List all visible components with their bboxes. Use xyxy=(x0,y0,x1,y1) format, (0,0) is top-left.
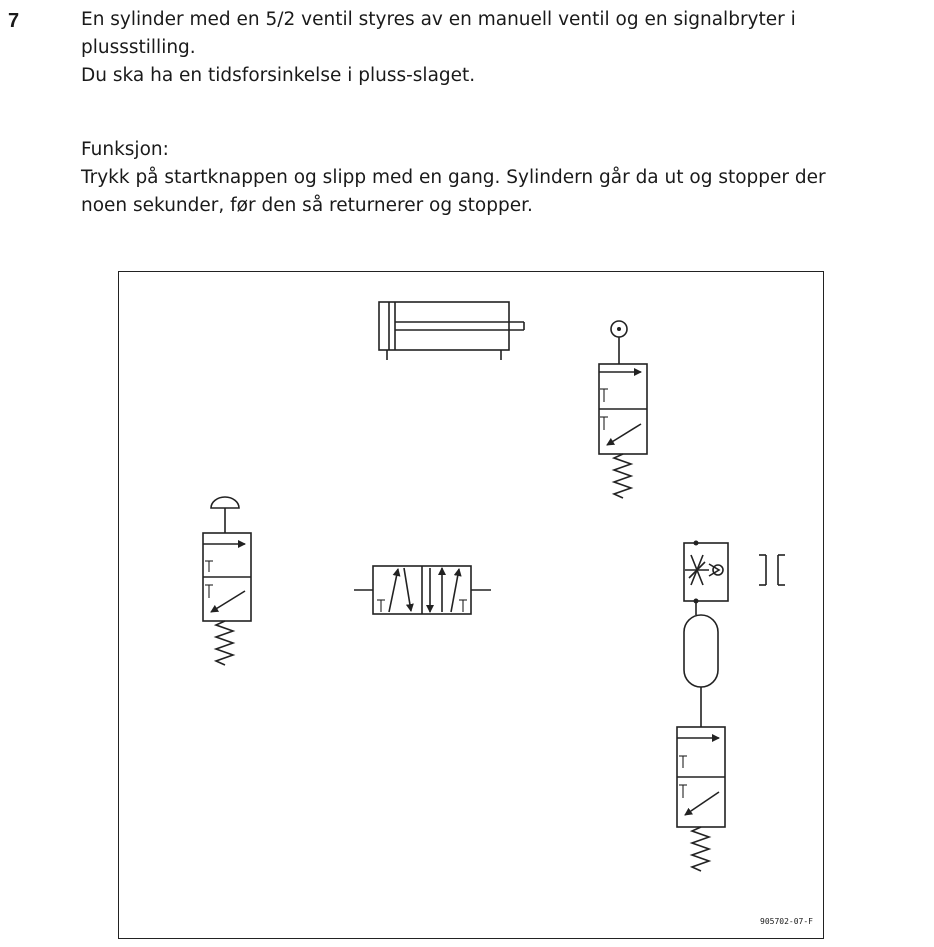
function-line: noen sekunder, før den så returnerer og stopper. xyxy=(81,195,533,216)
task-line: En sylinder med en 5/2 ventil styres av en manuell ventil og en signalbryter i xyxy=(81,9,796,30)
pneumatic-diagram-frame xyxy=(118,271,824,939)
drawing-code: 905702-07-F xyxy=(760,917,813,926)
task-line: plussstilling. xyxy=(81,37,196,58)
directional-valve-5-2-icon xyxy=(354,566,491,614)
pilot-valve-icon xyxy=(677,727,725,871)
reservoir-icon xyxy=(684,615,718,727)
roller-valve-icon xyxy=(599,321,647,498)
function-description xyxy=(81,136,931,220)
function-heading: Funksjon: xyxy=(81,139,169,160)
task-number: 7 xyxy=(8,10,20,32)
task-line: Du ska ha en tidsforsinkelse i pluss-slaget. xyxy=(81,65,476,86)
flow-control-icon xyxy=(684,541,785,616)
function-line: Trykk på startknappen og slipp med en gang. Sylindern går da ut og stopper der xyxy=(81,167,826,188)
cylinder-icon xyxy=(379,302,524,360)
task-description xyxy=(81,6,921,90)
pneumatic-diagram xyxy=(119,272,825,940)
pushbutton-valve-icon xyxy=(203,497,251,665)
